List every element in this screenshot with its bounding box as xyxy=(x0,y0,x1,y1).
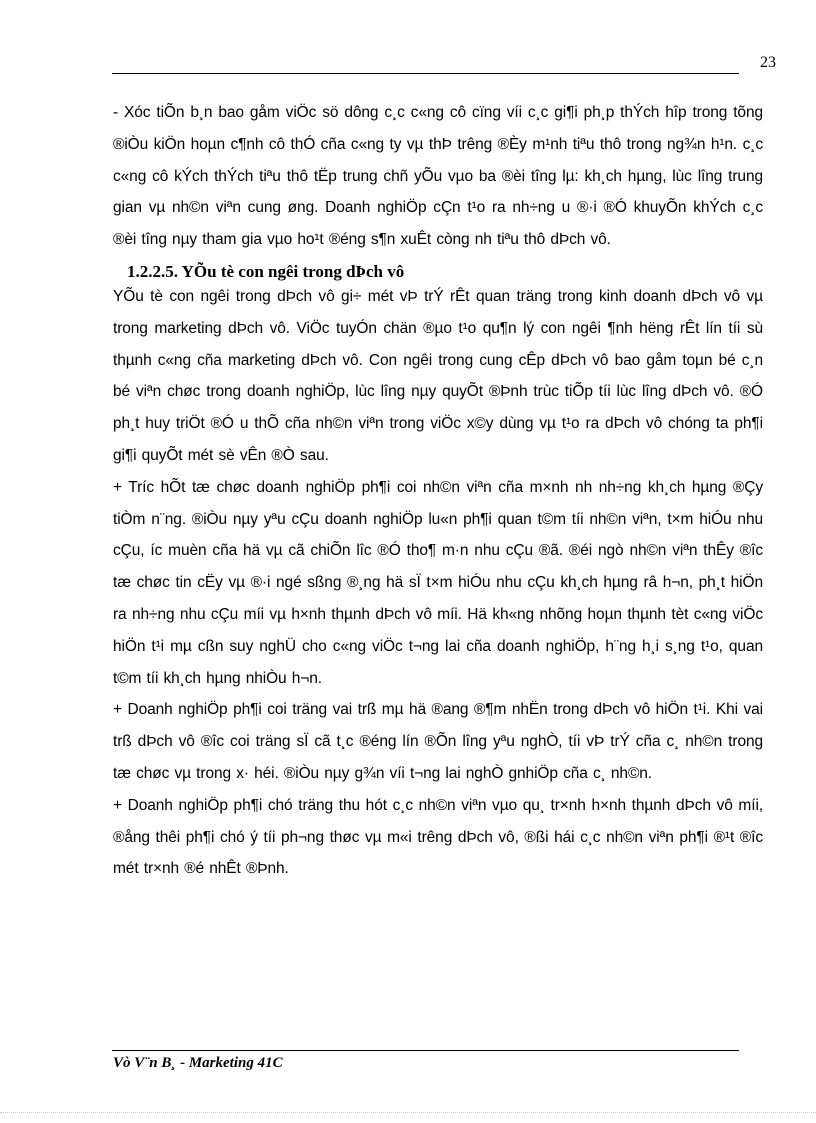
page-bottom-border xyxy=(0,1112,816,1113)
paragraph-point-2: + Doanh nghiÖp ph¶i coi träng vai trß mµ hä ®ang ®¶m nhËn trong dÞch vô hiÖn t¹i. Khi vai trß dÞch vô ®îc coi träng sÏ cã t¸c ®éng lín ®Õn lîng yªu nghÒ, tíi vÞ trÝ cña c¸ nh©n trong tæ chøc vµ trong x· héi. ®iÒu nµy g¾n víi t¬ng lai nghÒ gnhiÖp cña c¸ nh©n. xyxy=(113,701,763,782)
paragraph-promotion: - Xóc tiÕn b¸n bao gåm viÖc sö dông c¸c c«ng cô cïng víi c¸c gi¶i ph¸p thÝch hîp trong tõng ®iÒu kiÖn hoµn c¶nh cô thÓ cña c«ng ty vµ thÞ trêng ®Èy m¹nh tiªu thô trong ng¾n h¹n. c¸c c«ng cô kÝch thÝch tiªu thô tËp trung chñ yÕu vµo ba ®èi tîng lµ: kh¸ch hµng, lùc lîng trung gian vµ nh©n viªn cung øng. Doanh nghiÖp cÇn t¹o ra nh÷ng u ®·i ®Ó khuyÕn khÝch c¸c ®èi tîng nµy tham gia vµo ho¹t ®éng s¶n xuÊt còng nh tiªu thô dÞch vô. xyxy=(113,104,763,249)
page-number: 23 xyxy=(760,54,776,71)
footer-author: Vò V¨n B¸ - Marketing 41C xyxy=(113,1055,283,1071)
paragraph-point-3: + Doanh nghiÖp ph¶i chó träng thu hót c¸c nh©n viªn vµo qu¸ tr×nh h×nh thµnh dÞch vô míi, ®ång thêi ph¶i chó ý tíi ph¬ng thøc vµ m«i trêng dÞch vô, ®ßi hái c¸c nh©n viªn ph¶i ®¹t ®îc mét tr×nh ®é nhÊt ®Þnh. xyxy=(113,796,763,878)
footer-rule xyxy=(112,1050,739,1051)
document-body xyxy=(113,97,763,885)
section-heading: 1.2.2.5. YÕu tè con ngêi trong dÞch vô xyxy=(127,261,405,281)
header-rule xyxy=(112,73,739,74)
paragraph-point-1: + Tríc hÕt tæ chøc doanh nghiÖp ph¶i coi nh©n viªn cña m×nh nh nh÷ng kh¸ch hµng ®Çy tiÒm n¨ng. ®iÒu nµy yªu cÇu doanh nghiÖp lu«n ph¶i quan t©m tíi nh©n viªn, t×m hiÓu nhu cÇu, íc muèn cña hä vµ cã chiÕn lîc ®Ó tho¶ m·n nhu cÇu ®ã. ®éi ngò nh©n viªn thÊy ®îc tæ chøc tin cËy vµ ®·i ngé sßng ®¸ng hä sÏ t×m hiÓu nhu cÇu kh¸ch hµng râ h¬n, ph¸t hiÖn ra nh÷ng nhu cÇu míi vµ h×nh thµnh dÞch vô míi. Hä kh«ng nhõng hoµn thµnh tèt c«ng viÖc hiÖn t¹i mµ cßn suy nghÜ cho c«ng viÖc t¬ng lai cña doanh nghiÖp, h¨ng h¸i s¸ng t¹o, quan t©m tíi kh¸ch hµng nhiÒu h¬n. xyxy=(113,478,763,687)
paragraph-people-intro: YÕu tè con ngêi trong dÞch vô gi÷ mét vÞ trÝ rÊt quan träng trong kinh doanh dÞch vô vµ trong marketing dÞch vô. ViÖc tuyÓn chän ®µo t¹o qu¶n lý con ngêi ¶nh hëng rÊt lín tíi sù thµnh c«ng cña marketing dÞch vô. Con ngêi trong cung cÊp dÞch vô bao gåm toµn bé c¸n bé viªn chøc trong doanh nghiÖp, lùc lîng nµy quyÕt ®Þnh trùc tiÕp tíi lùc lîng dÞch vô. ®Ó ph¸t huy triÖt ®Ó u thÕ cña nh©n viªn trong viÖc x©y dùng vµ t¹o ra dÞch vô chóng ta ph¶i gi¶i quyÕt mét sè vÊn ®Ò sau. xyxy=(113,287,763,464)
